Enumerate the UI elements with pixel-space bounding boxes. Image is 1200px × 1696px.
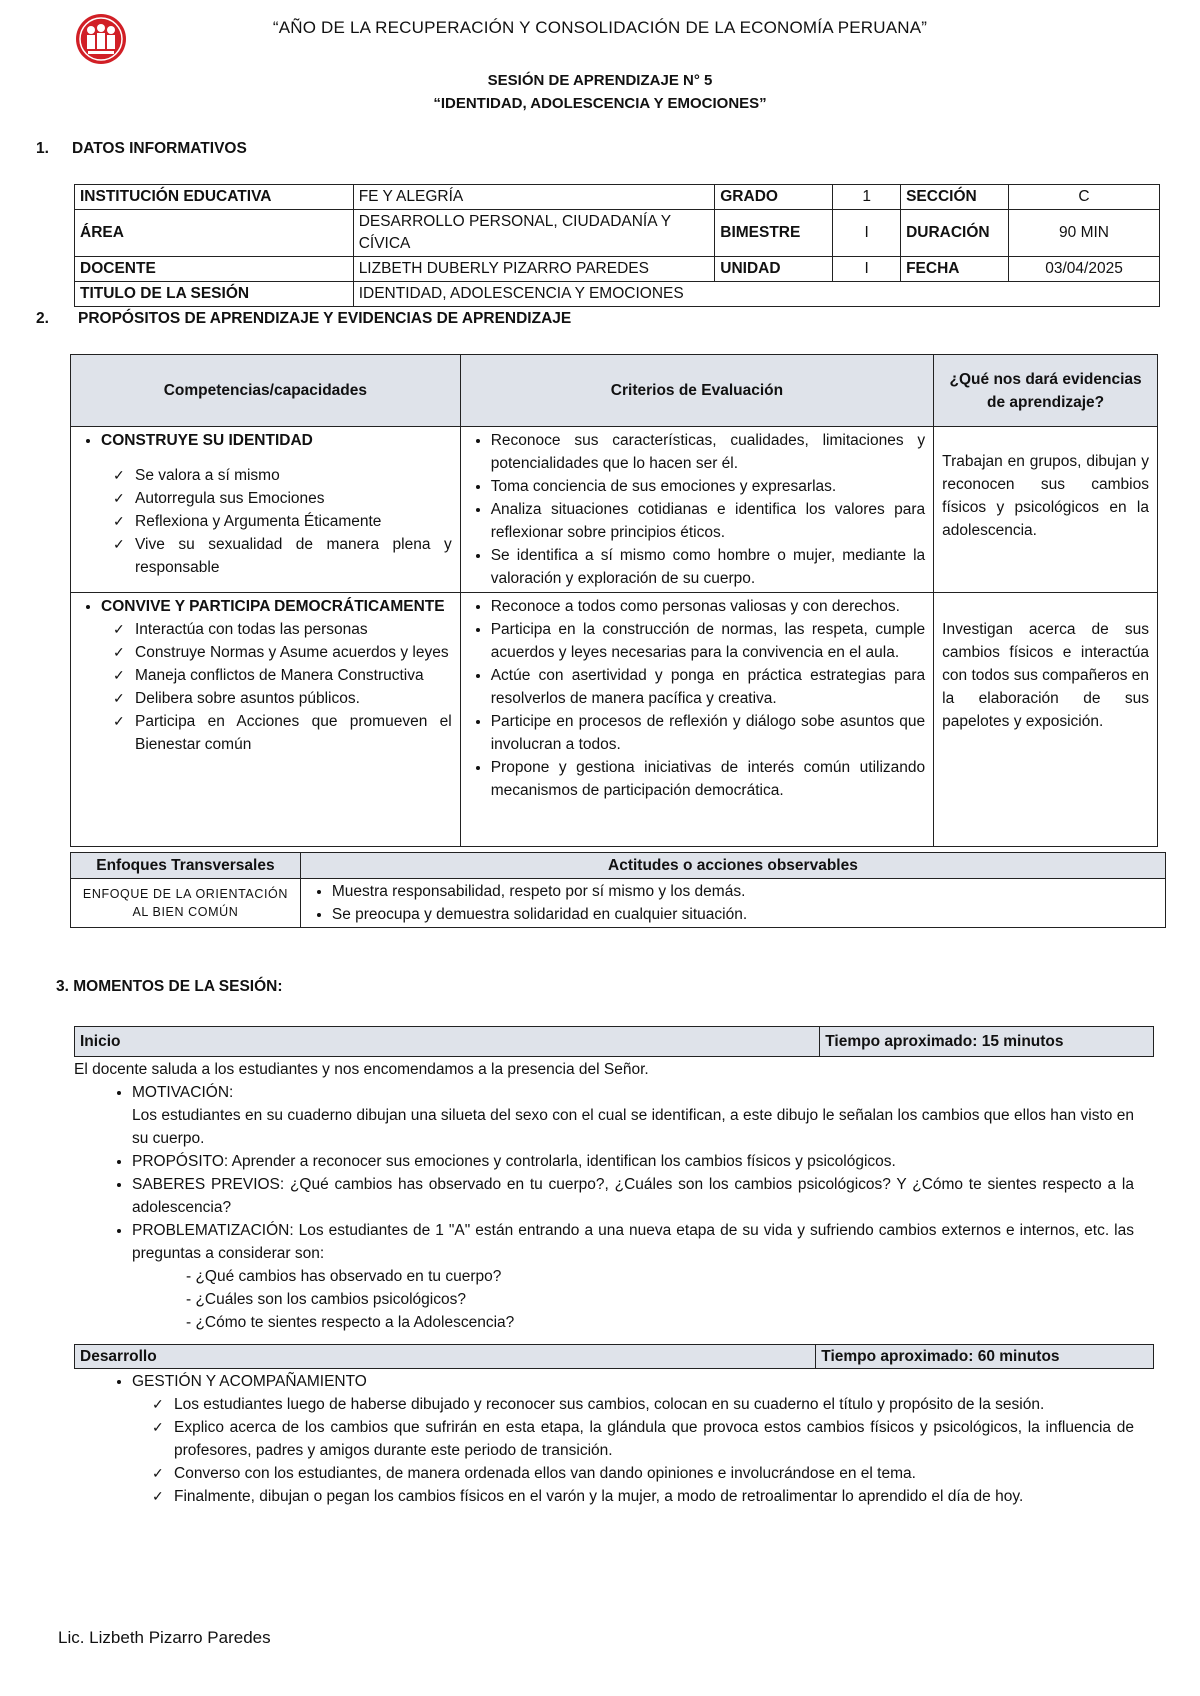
pregunta-item: - ¿Cuáles son los cambios psicológicos? — [186, 1288, 1134, 1311]
grado-value: 1 — [833, 185, 901, 210]
seccion-label: SECCIÓN — [901, 185, 1009, 210]
capacidad-item: ✓ Reflexiona y Argumenta Éticamente — [135, 510, 452, 533]
desarrollo-item: ✓ Explico acerca de los cambios que sufrirán en esta etapa, la glándula que provoca estos cambios físicos y psicológicos, la influencia de profesores, padres y amigos durante este periodo de transición. — [174, 1416, 1134, 1462]
datos-informativos-table — [74, 184, 1160, 307]
titulo-value: IDENTIDAD, ADOLESCENCIA Y EMOCIONES — [353, 282, 1159, 307]
actitud-item: • Muestra responsabilidad, respeto por sí mismo y los demás. — [332, 880, 1160, 903]
section-2-number: 2. — [36, 310, 49, 327]
section-1-title: DATOS INFORMATIVOS — [72, 140, 247, 157]
criterio-item: • Actúe con asertividad y ponga en práctica estrategias para resolverlos de manera pacífica y creativa. — [491, 664, 925, 710]
fecha-label: FECHA — [901, 257, 1009, 282]
evidencia-cell-2: Investigan acerca de sus cambios físicos e interactúa con todos sus compañeros en la elaboración de sus papelotes y exposición. — [934, 593, 1158, 847]
enfoque-name: ENFOQUE DE LA ORIENTACIÓN AL BIEN COMÚN — [71, 879, 301, 928]
desarrollo-content — [74, 1370, 1134, 1508]
competencias-table — [70, 354, 1158, 847]
docente-label: DOCENTE — [75, 257, 354, 282]
criterios-cell-1 — [460, 427, 933, 593]
problematizacion-item: • PROBLEMATIZACIÓN: Los estudiantes de 1 "A" están entrando a una nueva etapa de su vida y sufriendo cambios externos e internos, etc. las preguntas a considerar son: — [132, 1219, 1134, 1265]
enfoques-header: Enfoques Transversales — [71, 853, 301, 879]
actitud-item: • Se preocupa y demuestra solidaridad en cualquier situación. — [332, 903, 1160, 926]
criterio-item: • Propone y gestiona iniciativas de interés común utilizando mecanismos de participación democrática. — [491, 756, 925, 802]
col-criterios-header: Criterios de Evaluación — [460, 355, 933, 427]
competencia-cell-1 — [71, 427, 461, 593]
motivacion-item — [132, 1081, 1134, 1150]
duracion-label: DURACIÓN — [901, 210, 1009, 257]
institucion-label: INSTITUCIÓN EDUCATIVA — [75, 185, 354, 210]
desarrollo-item: ✓ Los estudiantes luego de haberse dibujado y reconocer sus cambios, colocan en su cuaderno el título y propósito de la sesión. — [174, 1393, 1134, 1416]
duracion-value: 90 MIN — [1009, 210, 1160, 257]
enfoques-table — [70, 852, 1166, 928]
criterio-item: • Reconoce a todos como personas valiosas y con derechos. — [491, 595, 925, 618]
bimestre-label: BIMESTRE — [715, 210, 833, 257]
grado-label: GRADO — [715, 185, 833, 210]
capacidad-item: ✓ Se valora a sí mismo — [135, 464, 452, 487]
desarrollo-label: Desarrollo — [75, 1345, 816, 1369]
criterio-item: • Participe en procesos de reflexión y diálogo sobe asuntos que involucran a todos. — [491, 710, 925, 756]
gestion-item: • GESTIÓN Y ACOMPAÑAMIENTO — [132, 1370, 1134, 1393]
unidad-label: UNIDAD — [715, 257, 833, 282]
bimestre-value: I — [833, 210, 901, 257]
motivacion-text: Los estudiantes en su cuaderno dibujan una silueta del sexo con el cual se identifican, a este dibujo le señalan los cambios que ellos han visto en su cuerpo. — [132, 1107, 1134, 1147]
criterio-item: • Toma conciencia de sus emociones y expresarlas. — [491, 475, 925, 498]
session-title: “IDENTIDAD, ADOLESCENCIA Y EMOCIONES” — [433, 95, 767, 112]
desarrollo-tiempo: Tiempo aproximado: 60 minutos — [816, 1345, 1154, 1369]
criterio-item: • Se identifica a sí mismo como hombre o mujer, mediante la valoración y exploración de su cuerpo. — [491, 544, 925, 590]
titulo-label: TITULO DE LA SESIÓN — [75, 282, 354, 307]
institucion-value: FE Y ALEGRÍA — [353, 185, 715, 210]
criterio-item: • Reconoce sus características, cualidades, limitaciones y potencialidades que lo hacen ser él. — [491, 429, 925, 475]
docente-value: LIZBETH DUBERLY PIZARRO PAREDES — [353, 257, 715, 282]
capacidad-item: ✓ Autorregula sus Emociones — [135, 487, 452, 510]
capacidad-item: ✓ Maneja conflictos de Manera Constructiva — [135, 664, 452, 687]
year-motto: “AÑO DE LA RECUPERACIÓN Y CONSOLIDACIÓN DE LA ECONOMÍA PERUANA” — [272, 18, 928, 37]
section-1-number: 1. — [36, 140, 49, 157]
area-label: ÁREA — [75, 210, 354, 257]
fecha-value: 03/04/2025 — [1009, 257, 1160, 282]
evidencia-cell-1: Trabajan en grupos, dibujan y reconocen sus cambios físicos y psicológicos en la adolescencia. — [934, 427, 1158, 593]
footer-author: Lic. Lizbeth Pizarro Paredes — [58, 1628, 271, 1647]
desarrollo-item: ✓ Converso con los estudiantes, de manera ordenada ellos van dando opiniones e involucrándose en el tema. — [174, 1462, 1134, 1485]
inicio-tiempo: Tiempo aproximado: 15 minutos — [820, 1027, 1154, 1057]
unidad-value: I — [833, 257, 901, 282]
area-value: DESARROLLO PERSONAL, CIUDADANÍA Y CÍVICA — [353, 210, 715, 257]
pregunta-item: - ¿Qué cambios has observado en tu cuerpo? — [186, 1265, 1134, 1288]
inicio-header — [74, 1026, 1154, 1057]
desarrollo-item: ✓ Finalmente, dibujan o pegan los cambios físicos en el varón y la mujer, a modo de retroalimentar lo aprendido el día de hoy. — [174, 1485, 1134, 1508]
seccion-value: C — [1009, 185, 1160, 210]
criterios-cell-2 — [460, 593, 933, 847]
motivacion-title: • MOTIVACIÓN: — [132, 1084, 234, 1101]
actitudes-header: Actitudes o acciones observables — [300, 853, 1165, 879]
criterio-item: • Analiza situaciones cotidianas e identifica los valores para reflexionar sobre principios éticos. — [491, 498, 925, 544]
saberes-item: • SABERES PREVIOS: ¿Qué cambios has observado en tu cuerpo?, ¿Cuáles son los cambios psicológicos? Y ¿Cómo te sientes respecto a la adolescencia? — [132, 1173, 1134, 1219]
actitudes-cell — [300, 879, 1165, 928]
pregunta-item: - ¿Cómo te sientes respecto a la Adolescencia? — [186, 1311, 1134, 1334]
competencia-title: • CONSTRUYE SU IDENTIDAD — [101, 429, 452, 452]
col-evidencias-header: ¿Qué nos dará evidencias de aprendizaje? — [934, 355, 1158, 427]
inicio-content — [74, 1058, 1134, 1334]
capacidad-item: ✓ Participa en Acciones que promueven el Bienestar común — [135, 710, 452, 756]
section-3-title: 3. MOMENTOS DE LA SESIÓN: — [56, 978, 283, 995]
section-2-title: PROPÓSITOS DE APRENDIZAJE Y EVIDENCIAS DE APRENDIZAJE — [78, 310, 572, 327]
criterio-item: • Participa en la construcción de normas, las respeta, cumple acuerdos y leyes necesarias para la convivencia en el aula. — [491, 618, 925, 664]
capacidad-item: ✓ Delibera sobre asuntos públicos. — [135, 687, 452, 710]
col-competencias-header: Competencias/capacidades — [71, 355, 461, 427]
capacidad-item: ✓ Vive su sexualidad de manera plena y responsable — [135, 533, 452, 579]
capacidad-item: ✓ Construye Normas y Asume acuerdos y leyes — [135, 641, 452, 664]
saludo-text: El docente saluda a los estudiantes y nos encomendamos a la presencia del Señor. — [74, 1061, 649, 1078]
capacidad-item: ✓ Interactúa con todas las personas — [135, 618, 452, 641]
competencia-title: • CONVIVE Y PARTICIPA DEMOCRÁTICAMENTE — [101, 595, 452, 618]
proposito-item: • PROPÓSITO: Aprender a reconocer sus emociones y controlarla, identifican los cambios físicos y psicológicos. — [132, 1150, 1134, 1173]
inicio-label: Inicio — [75, 1027, 820, 1057]
competencia-cell-2 — [71, 593, 461, 847]
desarrollo-header — [74, 1344, 1154, 1369]
session-number-title: SESIÓN DE APRENDIZAJE N° 5 — [487, 72, 713, 89]
